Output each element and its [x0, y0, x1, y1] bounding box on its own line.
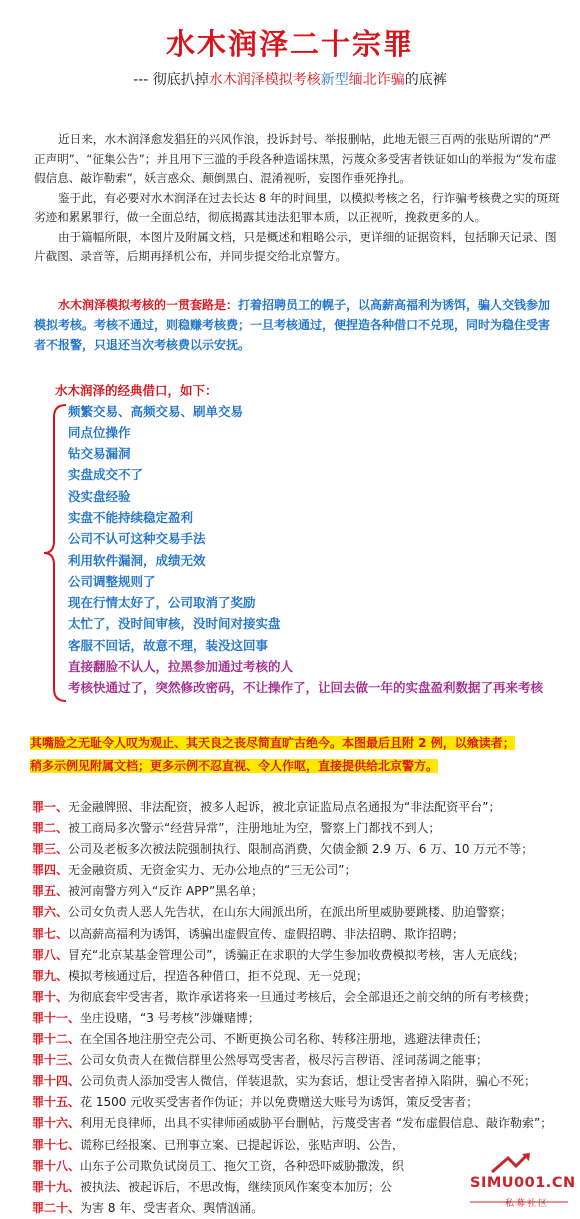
crime-text: 山东子公司欺负试岗员工、拖欠工资，各种恐吓威胁撒泼，织: [80, 1158, 405, 1173]
crime-item: [32, 966, 552, 987]
list-item: 公司调整规则了: [68, 573, 156, 589]
intro-paragraph-2: 鉴于此，有必要对水木润泽在过去长达 8 年的时间里，以模拟考核之名，行诈骗考核费之实的斑斑劣迹和累累罪行，做一全面总结，彻底揭露其违法犯罪本质，以正视听，挽救更多的人。: [34, 190, 560, 224]
list-item: 现在行情太好了，公司取消了奖励: [68, 595, 256, 611]
crime-label: 罪十、: [32, 989, 69, 1004]
list-item: 频繁交易、高频交易、刷单交易: [68, 403, 244, 419]
list-item: 利用软件漏洞，成绩无效: [68, 552, 206, 568]
crime-label: 罪十七、: [32, 1137, 81, 1152]
crime-item: [32, 1029, 552, 1050]
notice-line-1: 其嘴脸之无耻令人叹为观止、其天良之丧尽简直旷古绝今。本图最后且附 2 例，以飨读者；: [30, 736, 515, 750]
notice-line-2: 稍多示例见附属文档；更多示例不忍直视、令人作呕，直接提供给北京警方。: [30, 759, 439, 773]
list-item: 考核快通过了，突然修改密码，不让操作了，让回去做一年的实盘盈利数据了再来考核: [68, 680, 544, 696]
crime-label: 罪十六、: [32, 1116, 81, 1131]
list-item: 公司不认可这种交易手法: [68, 531, 206, 547]
crime-label: 罪五、: [32, 884, 69, 899]
crime-text: 公司负责人添加受害人微信，佯装退款，实为套话，想让受害者掉入陷阱，骗心不死；: [80, 1074, 537, 1089]
crime-text: 公司女负责人恶人先告状，在山东大闹派出所，在派出所里威胁要跳楼、肋迫警察；: [68, 905, 513, 920]
crime-text: 冒充“北京某基金管理公司”，诱骗正在求职的大学生参加收费模拟考核，害人无底线；: [68, 947, 525, 962]
watermark-subtext: 私募社区: [505, 1199, 550, 1209]
intro-paragraph-3: 由于篇幅所限，本图片及附属文档，只是概述和粗略公示，更详细的证据资料，包括聊天记录、图片截图、录音等，后期再择机公布，并同步提交给北京警方。: [34, 229, 557, 263]
crime-text: 公司及老板多次被法院强制执行、限制高消费，欠债金额 2.9 万、6 万、10 万元不等；: [68, 842, 534, 857]
crime-label: 罪十五、: [32, 1095, 81, 1110]
crime-label: 罪十八、: [32, 1158, 81, 1173]
crime-text: 为彻底套牢受害者，欺诈承诺将来一旦通过考核后，会全部退还之前交纳的所有考核费；: [68, 989, 537, 1004]
subtitle-prefix: --- 彻底扒掉: [133, 72, 209, 88]
crime-item: [32, 797, 552, 818]
watermark-text: SIMU001.CN: [470, 1175, 576, 1191]
crime-text: 模拟考核通过后，捏造各种借口，拒不兑现、无一兑现；: [68, 968, 369, 983]
crime-label: 罪八、: [32, 947, 69, 962]
crime-label: 罪六、: [32, 905, 69, 920]
crime-item: [32, 860, 552, 881]
list-item: 太忙了，没时间审核，没时间对接实盘: [68, 616, 281, 632]
crime-item: [32, 987, 552, 1008]
routine-paragraph: [34, 295, 558, 355]
routine-lead: 水木润泽模拟考核的一贯套路是：: [58, 297, 239, 312]
crime-item: [32, 1008, 552, 1029]
crime-text: 无金融资质、无资金实力、无办公地点的“三无公司”；: [68, 863, 357, 878]
crime-item: [32, 881, 552, 902]
crime-text: 被河南警方列入“反诈 APP”黑名单；: [68, 884, 264, 899]
crime-text: 谎称已经报案、已刑事立案、已提起诉讼，张贴声明、公告，: [80, 1137, 405, 1152]
list-item: 客服不回话，故意不理，装没这回事: [68, 637, 269, 653]
subtitle-blue-1: 新型: [320, 72, 349, 88]
intro-section: [34, 130, 560, 267]
subtitle-red-1: 水木润泽模拟考核: [208, 72, 321, 88]
crime-text: 公司女负责人在微信群里公然辱骂受害者，极尽污言秽语、淫词荡调之能事；: [80, 1053, 489, 1068]
crime-label: 罪二十、: [32, 1200, 81, 1215]
intro-paragraph-1: 近日来，水木润泽愈发猖狂的兴风作浪，投诉封号、举报删帖，此地无银三百两的张贴所谓的“严正声明”、“征集公告”；并且用下三滥的手段各种造谣抹黑，污蔑众多受害者铁证如山的举报为“发布虚假信息、敲诈勒索”，妖言惑众、颠倒黑白、混淆视听，妄图作垂死挣扎。: [34, 132, 557, 185]
crime-item: [32, 945, 552, 966]
crime-text: 被工商局多次警示“经营异常”，注册地址为空，警察上门都找不到人；: [68, 821, 441, 836]
crime-label: 罪七、: [32, 926, 69, 941]
list-item: 实盘成交不了: [68, 467, 144, 483]
list-item: 钻交易漏洞: [68, 446, 131, 462]
crime-item: [32, 818, 552, 839]
excuses-list: [68, 401, 543, 699]
crime-text: 花 1500 元收买受害者作伪证；并以免费赠送大账号为诱饵，策反受害者；: [80, 1095, 479, 1110]
crime-label: 罪十三、: [32, 1053, 81, 1068]
brace-icon: [40, 403, 68, 703]
crime-label: 罪四、: [32, 863, 69, 878]
crime-item: [32, 924, 552, 945]
crime-text: 在全国各地注册空壳公司、不断更换公司名称、转移注册地，逃避法律责任；: [80, 1032, 489, 1047]
crime-label: 罪二、: [32, 821, 69, 836]
crime-item: [32, 1092, 552, 1113]
list-item: 直接翻脸不认人，拉黑参加通过考核的人: [68, 659, 294, 675]
crime-label: 罪十二、: [32, 1032, 81, 1047]
crime-label: 罪九、: [32, 968, 69, 983]
crime-text: 被执法、被起诉后，不思改悔，继续顶风作案变本加厉；公: [80, 1179, 393, 1194]
crime-text: 坐庄设赌，“3 号考核”涉嫌赌博；: [80, 1010, 260, 1025]
excuses-section: [0, 381, 580, 711]
crime-text: 利用无良律师，出具不实律师函威胁平台删帖，污蔑受害者 “发布虚假信息、敲诈勒索”；: [80, 1116, 553, 1131]
crime-label: 罪十九、: [32, 1179, 81, 1194]
crime-item: [32, 839, 552, 860]
crime-item: [32, 1050, 552, 1071]
crime-text: 为害 8 年、受害者众、舆情汹涌。: [80, 1200, 264, 1215]
excuses-title: 水木润泽的经典借口，如下：: [55, 382, 218, 398]
page-title: 水木润泽二十宗罪: [165, 27, 414, 61]
subtitle: [0, 70, 580, 90]
crime-label: 罪三、: [32, 842, 69, 857]
crime-label: 罪十一、: [32, 1010, 81, 1025]
crime-label: 罪一、: [32, 800, 69, 814]
subtitle-suffix: 的底裤: [404, 72, 447, 88]
crime-item: [32, 1113, 552, 1134]
list-item: 实盘不能持续稳定盈利: [68, 509, 194, 525]
crime-label: 罪十四、: [32, 1074, 81, 1089]
crime-text: 以高薪高福利为诱饵，诱骗出虚假宣传、虚假招聘、非法招聘、欺诈招聘；: [68, 926, 465, 941]
subtitle-red-2: 缅北诈骗: [348, 72, 405, 88]
crime-text: 无金融牌照、非法配资，被多人起诉，被北京证监局点名通报为“非法配资平台”；: [68, 800, 501, 814]
routine-body: 打着招聘员工的幌子，以高薪高福利为诱饵，骗人交钱参加模拟考核。考核不通过，则稳赚考核费；一旦考核通过，便捏造各种借口不兑现，同时为稳住受害者不报警，只退还当次考核费以示安抚。: [34, 297, 551, 352]
crime-item: [32, 1071, 552, 1092]
notice-highlight: [30, 732, 550, 778]
list-item: 同点位操作: [68, 424, 131, 440]
crime-item: [32, 902, 552, 923]
list-item: 没实盘经验: [68, 488, 131, 504]
